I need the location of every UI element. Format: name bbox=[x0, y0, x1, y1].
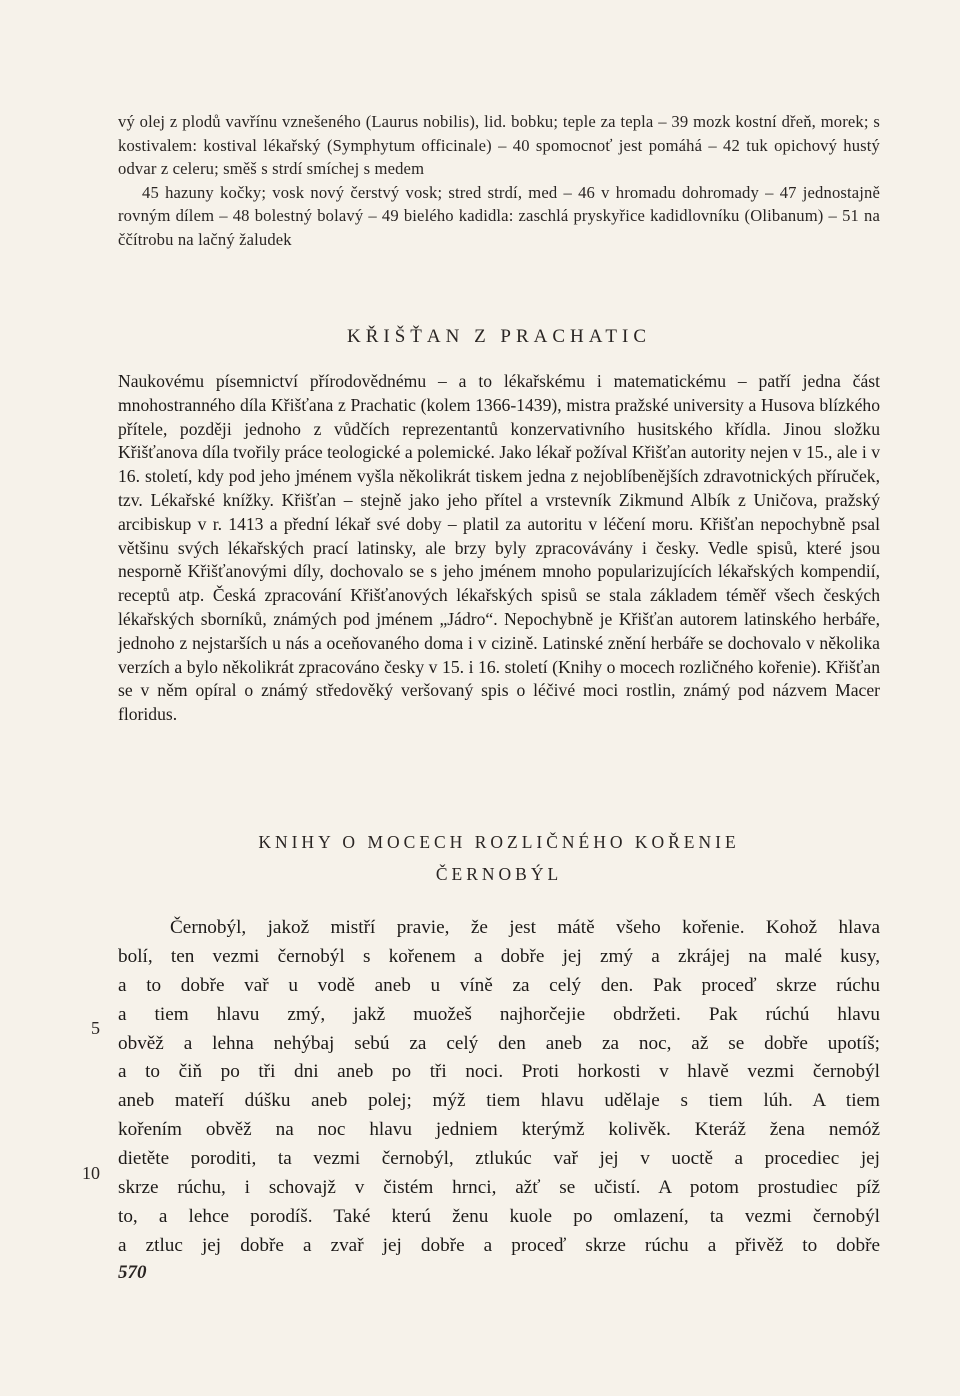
verse-line: aneb mateří dúšku aneb polej; mýž tiem hlavu udělaje s tiem lúh. A tiem bbox=[118, 1090, 880, 1112]
intro-paragraph: Naukovému písemnictví přírodovědnému – a to lékařskému i matematickému – patří jedna část mnohostranného díla Křišťana z Prachatic (kolem 1366-1439), mistra pražské university a Husova blízkého přítele, později jednoho z vůdčích reprezentantů konzervativního husitského křídla. Jinou složku Křišťanova díla tvořily práce teologické a polemické. Jako lékař požíval Křišťan autority nejen v 15., ale i v 16. století, kdy pod jeho jménem vyšla několikrát tiskem jedna z nejoblíbenějších zdravotnických příruček, tzv. Lékařské knížky. Křišťan – stejně jako jeho přítel a vrstevník Zikmund Albík z Uničova, pražský arcibiskup v r. 1413 a přední lékař své doby – platil za autoritu v léčení moru. Křišťan nepochybně psal většinu svých lékařských prací latinsky, ale brzy byly zpracovávány i česky. Vedle spisů, které jsou nesporně Křišťanovými díly, dochovalo se s jeho jménem mnoho popularizujících lékařských kompendií, receptů atp. Česká zpracování Křišťanových lékařských spisů se stala základem téměř všech českých lékařských sborníků, známých pod jménem „Jádro“. Nepochybně je Křišťan autorem latinského herbáře, jednoho z nejstarších u nás a oceňovaného doma i v cizině. Latinské znění herbáře se dochovalo v několika verzích a bylo několikrát zpracováno česky v 15. i 16. století (Knihy o mocech rozličného kořenie). Křišťan se v něm opíral o známý středověký veršovaný spis o léčivé moci rostlin, známý pod názvem Macer floridus. bbox=[118, 371, 880, 725]
intro-text bbox=[118, 370, 880, 727]
line-number: 5 bbox=[91, 1018, 100, 1038]
glossary-notes bbox=[118, 110, 880, 251]
verse-line: to, a lehce porodíš. Také kterú ženu kuole po omlazení, ta vezmi černobýl bbox=[118, 1205, 880, 1227]
verse-line: a ztluc jej dobře a zvař jej dobře a proceď skrze rúchu a přivěž to dobře bbox=[118, 1234, 880, 1256]
glossary-paragraph-1: vý olej z plodů vavřínu vznešeného (Laurus nobilis), lid. bobku; teple za tepla – 39 mozk kostní dřeň, morek; s kostivalem: kostival lékařský (Symphytum officinale) – 40 spomocnoť jest pomáhá – 42 tuk opichový hustý odvar z celeru; směš s strdí smíchej s medem bbox=[118, 112, 880, 178]
plant-title: ČERNOBÝL bbox=[435, 864, 563, 884]
verse-line: kořením obvěž na noc hlavu jedniem kterýmž kolivěk. Kteráž žena nemóž bbox=[118, 1119, 880, 1141]
verse-line: obvěž a lehna nehýbaj sebú za celý den aneb za noc, až se dobře upotíš; bbox=[118, 1032, 880, 1054]
verse-text bbox=[118, 914, 880, 1261]
section-heading: KŘIŠŤAN Z PRACHATIC bbox=[346, 326, 652, 347]
verse-line: dietěte poroditi, ta vezmi černobýl, ztlukúc vař jej v uoctě a procediec jej bbox=[118, 1148, 880, 1170]
verse-line: a to čiň po tři dni aneb po tři noci. Proti horkosti v hlavě vezmi černobýl bbox=[118, 1061, 880, 1083]
verse-line: bolí, ten vezmi černobýl s kořenem a dobře jej zmý a zkrájej na malé kusy, bbox=[118, 945, 880, 967]
verse-line: Černobýl, jakož mistří pravie, že jest mátě všeho kořenie. Kohož hlava bbox=[170, 917, 880, 938]
verse-line: a tiem hlavu zmý, jakž muožeš najhorčejie obdržeti. Pak rúchú hlavu bbox=[118, 1003, 880, 1025]
verse-line: skrze rúchu, i schovajž v čistém hrnci, ažť se učistí. A potom prostudiec píž bbox=[118, 1177, 880, 1199]
glossary-paragraph-2: 45 hazuny kočky; vosk nový čerstvý vosk; stred strdí, med – 46 v hromadu dohromady – 47 jednostajně rovným dílem – 48 bolestný bolavý – 49 bielého kadidla: zaschlá pryskyřice kadidlovníku (Olibanum) – 51 na ččítrobu na lačný žaludek bbox=[118, 182, 880, 249]
verse-line: a to dobře vař u vodě aneb u víně za celý den. Pak proceď skrze rúchu bbox=[118, 974, 880, 996]
work-title: KNIHY O MOCECH ROZLIČNÉHO KOŘENIE bbox=[258, 832, 740, 852]
page-number: 570 bbox=[118, 1262, 147, 1283]
line-number: 10 bbox=[82, 1163, 100, 1183]
